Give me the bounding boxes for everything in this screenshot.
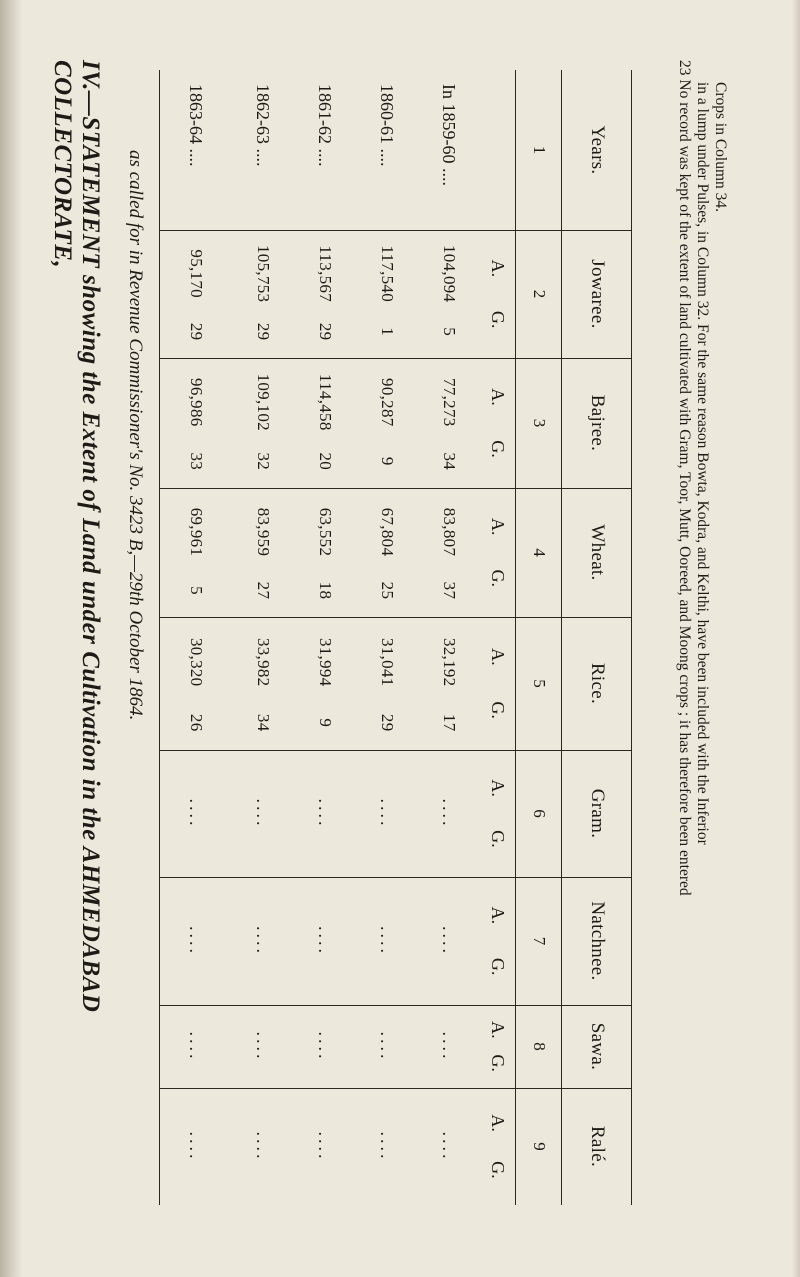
empty-value-dots: ....	[439, 926, 460, 956]
acres-value: 83,807	[440, 507, 459, 557]
acres-value: 31,994	[316, 637, 335, 687]
unit-acres: A.	[488, 1021, 509, 1039]
column-number: 3	[530, 418, 549, 428]
column-number: 7	[530, 936, 549, 946]
acres-value: 32,192	[440, 637, 459, 687]
acres-value: 30,320	[187, 637, 206, 687]
column-number: 9	[530, 1142, 549, 1151]
unit-goontas: G.	[488, 440, 509, 458]
empty-value-dots: ....	[315, 1131, 336, 1162]
unit-goontas: G.	[488, 569, 509, 588]
empty-value-dots: ....	[186, 1031, 207, 1062]
year-cell: 1863-64 ....	[186, 84, 207, 167]
goontas-value: 29	[378, 713, 397, 732]
column-header: Years.	[587, 125, 608, 175]
statement-title: IV.—STATEMENT showing the Extent of Land under Cultivation in the AHMEDABAD COLLECTORATE,	[49, 60, 104, 1013]
year-cell: 1862-63 ....	[253, 84, 274, 167]
unit-acres: A.	[488, 517, 509, 536]
column-number: 6	[530, 809, 549, 818]
unit-acres: A.	[488, 259, 509, 278]
goontas-value: 34	[254, 713, 273, 732]
empty-value-dots: ....	[315, 798, 336, 829]
goontas-value: 27	[254, 581, 273, 600]
empty-value-dots: ....	[315, 1031, 336, 1062]
empty-value-dots: ....	[439, 1031, 460, 1062]
empty-value-dots: ....	[253, 1031, 274, 1062]
acres-value: 96,986	[187, 378, 206, 427]
column-number: 5	[530, 679, 549, 688]
goontas-value: 37	[440, 581, 459, 600]
empty-value-dots: ....	[186, 926, 207, 956]
empty-value-dots: ....	[377, 798, 398, 829]
year-cell: In 1859-60 ....	[439, 84, 460, 186]
acres-value: 67,804	[378, 507, 397, 557]
column-header: Wheat.	[587, 524, 608, 581]
goontas-value: 5	[440, 327, 459, 337]
column-header: Gram.	[587, 788, 608, 839]
acres-value: 109,102	[254, 373, 273, 431]
empty-value-dots: ....	[253, 1131, 274, 1162]
year-cell: 1861-62 ....	[315, 84, 336, 167]
empty-value-dots: ....	[186, 798, 207, 829]
unit-goontas: G.	[488, 1054, 509, 1072]
goontas-value: 5	[187, 586, 206, 595]
unit-goontas: G.	[488, 701, 509, 719]
column-header: Bajree.	[587, 394, 608, 452]
goontas-value: 1	[378, 327, 397, 337]
goontas-value: 9	[378, 456, 397, 466]
goontas-value: 25	[378, 581, 397, 600]
empty-value-dots: ....	[253, 798, 274, 829]
column-number: 1	[530, 145, 549, 155]
column-number: 4	[530, 548, 549, 557]
goontas-value: 18	[316, 581, 335, 600]
statement-subtitle: as called for in Revenue Commissioner's No. 3423 B,—29th October 1864.	[125, 150, 146, 721]
acres-value: 105,753	[254, 245, 273, 303]
year-cell: 1860-61 ....	[377, 84, 398, 167]
goontas-value: 29	[316, 322, 335, 341]
acres-value: 31,041	[378, 637, 397, 687]
column-header: Ralé.	[587, 1125, 608, 1168]
acres-value: 33,982	[254, 637, 273, 687]
goontas-value: 29	[187, 322, 206, 341]
acres-value: 77,273	[440, 378, 459, 427]
empty-value-dots: ....	[377, 926, 398, 956]
empty-value-dots: ....	[377, 1031, 398, 1062]
acres-value: 117,540	[378, 245, 397, 303]
acres-value: 69,961	[187, 507, 206, 557]
acres-value: 90,287	[378, 378, 397, 427]
acres-value: 113,567	[316, 245, 335, 303]
column-header: Sawa.	[587, 1022, 608, 1071]
unit-goontas: G.	[488, 957, 509, 976]
acres-value: 95,170	[187, 249, 206, 298]
goontas-value: 9	[316, 718, 335, 728]
footnote-line-3: Crops in Column 34.	[712, 82, 729, 213]
unit-acres: A.	[488, 388, 509, 406]
footnote-line-1: 23 No record was kept of the extent of land cultivated with Gram, Toor, Mutt, Ooreed, and Moong crops ; it has therefore been entered	[676, 60, 693, 896]
unit-goontas: G.	[488, 1161, 509, 1179]
goontas-value: 32	[254, 452, 273, 471]
goontas-value: 33	[187, 452, 206, 471]
acres-value: 63,552	[316, 507, 335, 557]
acres-value: 114,458	[316, 373, 335, 431]
unit-acres: A.	[488, 648, 509, 666]
unit-goontas: G.	[488, 310, 509, 329]
acres-value: 104,094	[440, 245, 459, 303]
empty-value-dots: ....	[315, 926, 336, 956]
footnote-line-2: in a lump under Pulses, in Column 32. For the same reason Bowta, Kodra, and Kelthi, have been included with the Inferior	[694, 82, 711, 845]
goontas-value: 20	[316, 452, 335, 471]
column-number: 8	[530, 1042, 549, 1051]
empty-value-dots: ....	[253, 926, 274, 956]
column-header: Jowaree.	[587, 259, 608, 329]
empty-value-dots: ....	[186, 1131, 207, 1162]
unit-acres: A.	[488, 906, 509, 925]
empty-value-dots: ....	[377, 1131, 398, 1162]
goontas-value: 17	[440, 713, 459, 732]
acres-value: 83,959	[254, 507, 273, 557]
goontas-value: 29	[254, 322, 273, 341]
column-header: Rice.	[587, 662, 608, 705]
goontas-value: 26	[187, 713, 206, 732]
column-header: Natchnee.	[587, 901, 608, 981]
unit-goontas: G.	[488, 830, 509, 848]
goontas-value: 34	[440, 452, 459, 471]
empty-value-dots: ....	[439, 798, 460, 829]
column-number: 2	[530, 289, 549, 299]
empty-value-dots: ....	[439, 1131, 460, 1162]
unit-acres: A.	[488, 779, 509, 797]
unit-acres: A.	[488, 1114, 509, 1132]
cultivation-table	[160, 70, 632, 1205]
